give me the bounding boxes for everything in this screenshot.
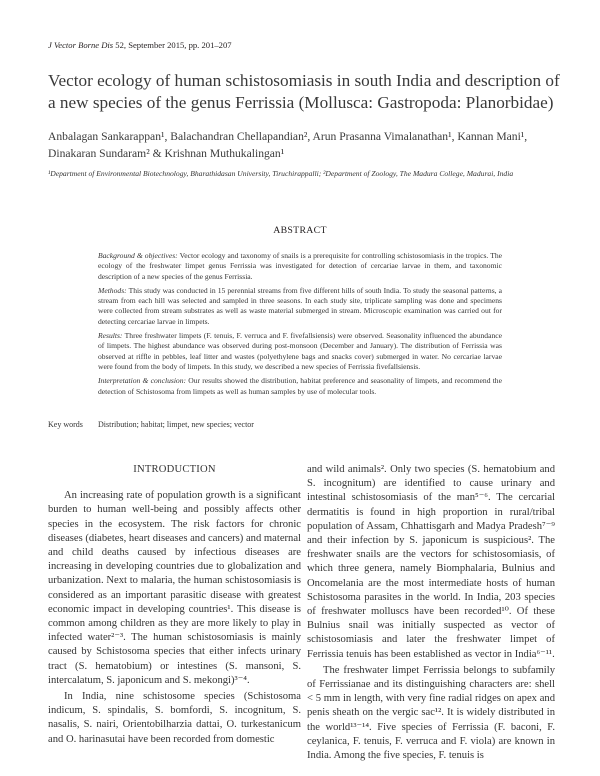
abstract-methods-text: This study was conducted in 15 perennial streams from five different hills of south India. To study the seasonal patterns, a stream from each hill was selected and sampled in three seasons. In each study site, triplicate sampling was done and specimens were collected from stream substrates as well as waste material submerged in stream. Microscopic examination was carried out for detecting cercariae larvae in limpets. xyxy=(98,285,502,326)
abstract-results-label: Results: xyxy=(98,331,123,341)
intro-paragraph-3: and wild animals². Only two species (S. hematobium and S. incognitum) are identified to cause urinary and intestinal schistosomiasis of the man⁵⁻⁶. The cercarial dermatitis is found in high proportion in rural/tribal population of Assam, Chhattisgarh and Madya Pradesh⁷⁻⁹ and their infection by S. japonicum is suspicious². The freshwater snails are the vectors for schistosomiasis, of which three genera, namely Biomphalaria, Bulnius and Oncomelania are the most intermediate hosts of human Schistosoma parasites in the world. In India, 203 species of freshwater molluscs have been recorded¹⁰. Of these Bulnius snail was initially suspected as vector of schistosomiasis and later the freshwater limpet of Ferrissia tenuis has been established as vector in India⁶⁻¹¹. xyxy=(307,464,555,660)
abstract-interpretation-label: Interpretation & conclusion: xyxy=(98,376,187,386)
abstract-interpretation-text: Our results showed the distribution, habitat preference and seasonality of limpets, and recommend the detection of Schistosoma from limpets as well as human samples by use of molecular tools. xyxy=(98,376,502,396)
intro-paragraph-1: An increasing rate of population growth is a significant burden to human well-being and possibly affects other species in the ecosystem. The risk factors for chronic diseases (diabetes, heart diseases and cancers) and maternal and child deaths caused by infectious diseases are increasing in developing countries due to globalization and urbanization. Next to malaria, the human schistosomiasis is considered as an important parasitic disease with greatest economic impact in developing countries¹. This disease is common among children as they are more likely to play in infected water²⁻³. The human schistosomiasis is mainly caused by Schistosoma species that either infects urinary tract (S. hematobium) or intestines (S. mansoni, S. intercalatum, S. japonicum and S. mekongi)³⁻⁴. xyxy=(48,490,301,686)
article-authors: Anbalagan Sankarappan¹, Balachandran Chellapandian², Arun Prasanna Vimalanathan¹, Kannan Mani¹, Dinakaran Sundaram² & Krishnan Muthukalingan¹ xyxy=(48,130,528,160)
keywords-label: Key words xyxy=(48,420,83,429)
keywords-line xyxy=(48,420,568,429)
abstract-interpretation xyxy=(98,376,502,397)
introduction-heading: INTRODUCTION xyxy=(133,464,216,475)
abstract-body xyxy=(98,251,502,401)
left-column xyxy=(48,463,301,747)
abstract-results xyxy=(98,331,502,372)
article-title: Vector ecology of human schistosomiasis in south India and description of a new species of the genus Ferrissia (Mollusca: Gastropoda: Planorbidae) xyxy=(48,71,560,112)
author-affiliations: ¹Department of Environmental Biotechnology, Bharathidasan University, Tiruchirappalli; ²Department of Zoology, The Madura College, Madurai, India xyxy=(48,169,514,178)
abstract-methods-label: Methods: xyxy=(98,285,127,295)
right-column xyxy=(307,463,555,763)
abstract-background xyxy=(98,251,502,282)
abstract-methods xyxy=(98,286,502,327)
journal-name: J Vector Borne Dis xyxy=(48,40,114,50)
abstract-background-label: Background & objectives: xyxy=(98,251,178,260)
intro-paragraph-4: The freshwater limpet Ferrissia belongs to subfamily of Ferrissianae and its distinguishing characters are: shell < 5 mm in length, with very fine radial ridges on apex and penis sheath on the vergic sac¹². It is widely distributed in the world¹³⁻¹⁴. Five species of Ferrissia (F. baconi, F. ceylanica, F. tenuis, F. verruca and F. viola) are known in India. Among the five species, F. tenuis is xyxy=(307,664,555,762)
intro-paragraph-2: In India, nine schistosome species (Schistosoma indicum, S. spindalis, S. bomfordi, S. incognitum, S. nasalis, S. nairi, Orientobilharzia dattai, O. turkestanicum and O. harinasutai have been recorded from domestic xyxy=(48,691,301,745)
keywords-text: Distribution; habitat; limpet, new species; vector xyxy=(98,420,254,429)
abstract-heading: ABSTRACT xyxy=(273,225,327,236)
journal-header xyxy=(48,40,232,50)
journal-citation: 52, September 2015, pp. 201–207 xyxy=(113,40,232,50)
abstract-background-text: Vector ecology and taxonomy of snails is a prerequisite for controlling schistosomiasis in the tropics. The ecology of the freshwater limpet genus Ferrissia was investigated for detection of cercariae larvae in them, and taxonomic description of a new species of the genus Ferrissia. xyxy=(98,251,502,281)
abstract-results-text: Three freshwater limpets (F. tenuis, F. verruca and F. fivefallsiensis) were observed. Seasonality influenced the abundance of limpets. The highest abundance was observed during post-monsoon (December and January). The distribution of Ferrissia was observed at riffle in pebbles, leaf litter and wastes (polyethylene bags and snacks cover) submerged in water. No cercariae larvae were found from the body of limpets. In this study, we described a new species of Ferrissia fivefallsiensis. xyxy=(98,331,502,371)
